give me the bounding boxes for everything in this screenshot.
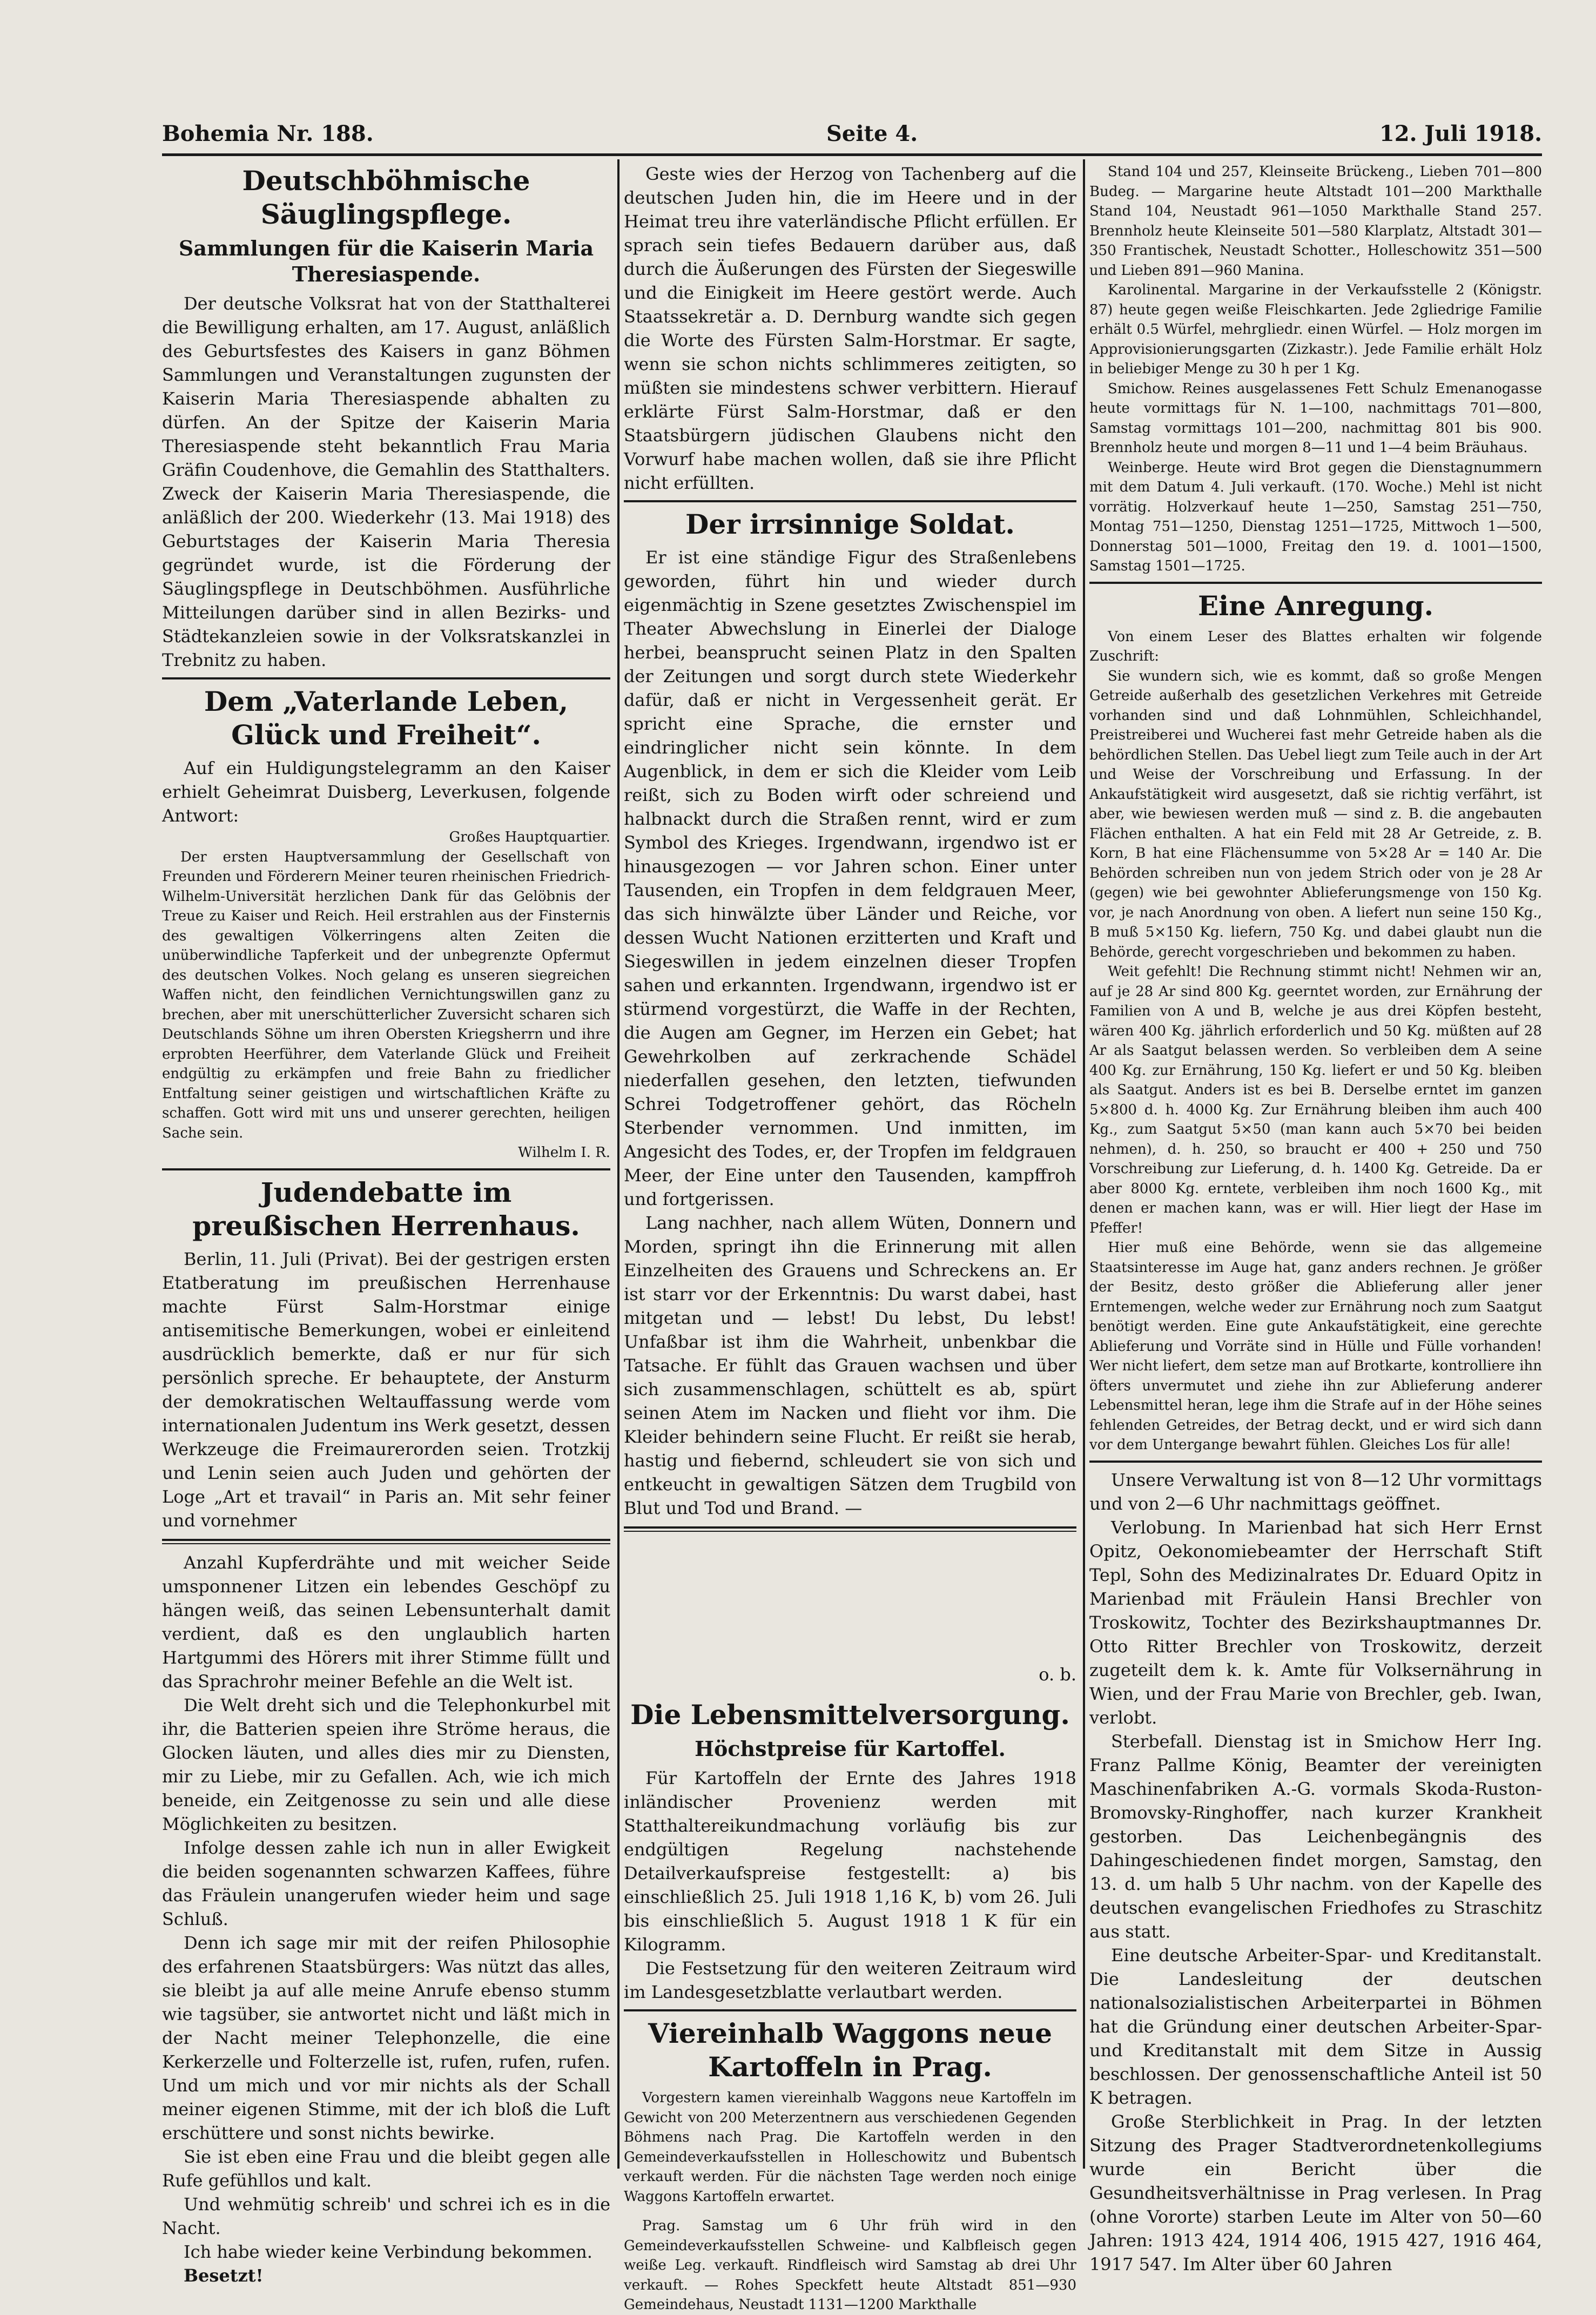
- article-body: Berlin, 11. Juli (Privat). Bei der gestrigen ersten Etatberatung im preußischen Herrenhause machte Fürst Salm-Horstmar einige antisemitische Bemerkungen, wobei er einleitend ausdrücklich bemerkte, daß er nur für sich persönlich spreche. Er behauptete, der Ansturm der demokratischen Weltauffassung werde vom internationalen Judentum ins Werk gesetzt, dessen Werkzeuge die Freimaurerorden seien. Trotzkij und Lenin seien auch Juden und gehörten der Loge „Art et travail“ in Paris an. Mit sehr feiner und vornehmer: [162, 1248, 610, 1531]
- article-title: Deutschböhmische Säuglingspflege.: [242, 165, 530, 230]
- feuilleton-paragraph: Infolge dessen zahle ich nun in aller Ewigkeit die beiden sogenannten schwarzen Kaffees, führe das Fräulein unangerufen wieder heim und sage Schluß.: [162, 1837, 610, 1929]
- article-rule: [624, 2009, 1076, 2011]
- local-news-item: Eine deutsche Arbeiter-Spar- und Kreditanstalt. Die Landesleitung der deutschen nationalsozialistischen Arbeiterpartei in Böhmen hat die Gründung einer deutschen Arbeiter-Spar- und Kreditanstalt mit dem Sitze in Aussig beschlossen. Der genossenschaftliche Anteil ist 50 K betragen.: [1089, 1944, 1542, 2108]
- article-title: Judendebatte im preußischen Herrenhaus.: [192, 1176, 580, 1242]
- article-rule: [162, 677, 610, 679]
- article-body: Für Kartoffeln der Ernte des Jahres 1918 inländischer Provenienz werden mit Statthaltereikundmachung vorläufig bis zur endgültigen Regelung nachstehende Detailverkaufspreise festgestellt: a) bis einschließlich 25. Juli 1918 1,16 K, b) vom 26. Juli bis einschließlich 5. August 1918 1 K für ein Kilogramm.: [624, 1768, 1076, 1955]
- column-divider: [617, 159, 619, 2169]
- author-initials: o. b.: [1039, 1664, 1076, 1685]
- article-title: Die Lebensmittelversorgung.: [630, 1699, 1070, 1731]
- feuilleton-paragraph: Anzahl Kupferdrähte und mit weicher Seide umsponnener Litzen ein lebendes Geschöpf zu hängen weiß, das seinen Lebensunterhalt damit verdient, daß es den unglaublich harten Hartgummi des Hörers mit ihrer Stimme füllt und das Sprachrohr meiner Befehle an die Welt ist.: [162, 1552, 610, 1692]
- article-rule: [624, 500, 1076, 502]
- feuilleton-paragraph: Die Welt dreht sich und die Telephonkurbel mit ihr, die Batterien speien ihre Ströme heraus, die Glocken läuten, und alles dies mir zu Diensten, mir zu Liebe, mir zu Gefallen. Ach, wie ich mich beneide, ein Zeitgenosse zu sein und alle diese Möglichkeiten zu besitzen.: [162, 1694, 610, 1834]
- letter-text: Der ersten Hauptversammlung der Gesellschaft von Freunden und Förderern Meiner teuren rheinischen Friedrich-Wilhelm-Universität herzlichen Dank für das Gelöbnis der Treue zu Kaiser und Reich. Heil erstrahlen aus der Finsternis des gewaltigen Völkerringens alten Zeiten die unüberwindliche Tapferkeit und der unbegrenzte Opfermut des deutschen Volkes. Noch gelang es unseren siegreichen Waffen nicht, den feindlichen Vernichtungswillen ganz zu brechen, aber mit unerschütterlicher Zuversicht scharen sich Deutschlands Söhne um ihren Obersten Kriegsherrn und ihre erprobten Heerführer, dem Vaterlande Glück und Freiheit endgültig zu erkämpfen und freie Bahn zu friedlicher Entfaltung seiner geistigen und wirtschaftlichen Kräfte zu schaffen. Gott wird mit uns und unserer gerechten, heiligen Sache sein.: [162, 849, 610, 1141]
- article-body: Der deutsche Volksrat hat von der Statthalterei die Bewilligung erhalten, am 17. August, anläßlich des Geburtsfestes des Kaisers in ganz Böhmen Sammlungen und Veranstaltungen zugunsten der Kaiserin Maria Theresiaspende abhalten zu dürfen. An der Spitze der Kaiserin Maria Theresiaspende steht bekanntlich Frau Maria Gräfin Coudenhove, die Gemahlin des Statthalters. Zweck der Kaiserin Maria Theresiaspende, die anläßlich der 200. Wiederkehr (13. Mai 1918) des Geburtstages der Kaiserin Maria Theresia gegründet wurde, ist die Förderung der Säuglingspflege in Deutschböhmen. Ausführliche Mitteilungen darüber sind in allen Bezirks- und Städtekanzleien sowie in der Volksratskanzlei in Trebnitz zu haben.: [162, 293, 610, 670]
- article-rule: [1089, 1461, 1542, 1463]
- article-subtitle: Höchstpreise für Kartoffel.: [695, 1737, 1006, 1761]
- story-paragraph: Er ist eine ständige Figur des Straßenlebens geworden, führt hin und wieder durch eigenmächtig in Szene gesetztes Zwischenspiel im Theater Abwechslung in Einerlei der Dialoge herbei, beansprucht seinen Platz in den Spalten der Zeitungen und sorgt durch stete Wiederkehr dafür, daß er nicht in Vergessenheit gerät. Er spricht eine Sprache, die ernster und eindringlicher nicht sein könnte. In dem Augenblick, in dem er sich die Kleider vom Leib reißt, sich zu Boden wirft oder schreiend und halbnackt durch die Straßen rennt, wird er zum Symbol des Krieges. Irgendwann, irgendwo ist er hinausgezogen — vor Jahren schon. Einer unter Tausenden, ein Tropfen in dem feldgrauen Meer, das sich hinwälzte über Länder und Reiche, vor dessen Wucht Nationen erzitterten und Kraft und Siegeswillen in jedem einzelnen dieser Tropfen sahen und erkannten. Irgendwann, irgendwo ist er stürmend vorgestürzt, die Waffe in der Rechten, die Augen am Gegner, im Herzen ein Gebet; hat Gewehrkolben auf zerkrachende Schädel niederfallen gesehen, den letzten, tiefwunden Schrei Todgetroffener gehört, das Röcheln Sterbender vernommen. Und inmitten, im Angesicht des Todes, er, der Tropfen im feldgrauen Meer, der Eine unter den Tausenden, kampffroh und fortgerissen.: [624, 547, 1076, 1209]
- article-subtitle: Sammlungen für die Kaiserin Maria Theresiaspende.: [178, 236, 594, 286]
- header-rule: [162, 153, 1542, 156]
- notice-paragraph: Smichow. Reines ausgelassenes Fett Schulz Emenanogasse heute vormittags für N. 1—100, nachmittags 701—800, Samstag vormittags 101—200, nachmittag 801 bis 900. Brennholz heute und morgen 8—11 und 1—4 beim Bräuhaus.: [1089, 380, 1542, 456]
- letter-signature: Wilhelm I. R.: [518, 1145, 610, 1161]
- letter-paragraph: Sie wundern sich, wie es kommt, daß so große Mengen Getreide außerhalb des gesetzlichen Verkehres mit Getreide vorhanden sind und daß Lohnmühlen, Schleichhandel, Preistreiberei und Wucherei fast mehr Getreide haben als die behördlichen Stellen. Das Uebel liegt zum Teile auch in der Art und Weise der Vorschreibung und Erfassung. In der Ankaufstätigkeit wird ausgesetzt, daß sie richtig verfährt, ist aber, wie bewiesen werden muß — sind z. B. die angebauten Flächen enthalten. A hat ein Feld mit 28 Ar Getreide, z. B. Korn, B hat eine Flächensumme von 5×28 Ar = 140 Ar. Die Behörden schreiben nun von jedem Strich oder von je 28 Ar (gegen) wie bei gewohnter Ablieferungsmenge von 150 Kg. vor, je nach Anordnung von oben. A liefert nun seine 150 Kg., B muß 5×150 Kg. liefern, 750 Kg. und dabei glaubt nun die Behörde, gerecht vorgeschrieben und bekommen zu haben.: [1089, 668, 1542, 960]
- column-2: [624, 162, 1076, 2313]
- local-news-item: Sterbefall. Dienstag ist in Smichow Herr Ing. Franz Pallme König, Beamter der vereinigten Maschinenfabriken A.-G. vormals Skoda-Ruston-Bromovsky-Ringhoffer, nach kurzer Krankheit gestorben. Das Leichenbegängnis des Dahingeschiedenen findet morgen, Samstag, den 13. d. um halb 5 Uhr nachm. von der Kapelle des deutschen evangelischen Friedhofes zu Straschitz aus statt.: [1089, 1731, 1542, 1942]
- local-news-item: Große Sterblichkeit in Prag. In der letzten Sitzung des Prager Stadtverordnetenkollegiums wurde ein Bericht über die Gesundheitsverhältnisse in Prag verlesen. In Prag (ohne Vororte) starben Leute im Alter von 50—60 Jahren: 1913 424, 1914 406, 1915 427, 1916 464, 1917 547. Im Alter über 60 Jahren: [1089, 2111, 1542, 2274]
- feuilleton-rule: [624, 1526, 1076, 1532]
- page-header: [162, 118, 1542, 150]
- article-title: Der irrsinnige Soldat.: [685, 508, 1015, 540]
- notice-paragraph: Weinberge. Heute wird Brot gegen die Dienstagnummern mit dem Datum 4. Juli verkauft. (170. Woche.) Mehl ist nicht vorrätig. Holzverkauf heute 1—250, Samstag 251—750, Montag 751—1250, Dienstag 1251—1725, Mittwoch 1—500, Donnerstag 501—1000, Freitag den 19. d. 1001—1500, Samstag 1501—1725.: [1089, 459, 1542, 574]
- letter-place: Großes Hauptquartier.: [449, 829, 610, 845]
- local-news-item: Unsere Verwaltung ist von 8—12 Uhr vormittags und von 2—6 Uhr nachmittags geöffnet.: [1089, 1469, 1542, 1514]
- story-paragraph: Lang nachher, nach allem Wüten, Donnern und Morden, springt ihn die Erinnerung mit allen Einzelheiten des Grauens und Schreckens an. Er ist starr vor der Erkenntnis: Du warst dabei, hast mitgetan und — lebst! Du lebst, Du lebst! Unfaßbar ist ihm die Wahrheit, unbenkbar die Tatsache. Er fühlt das Grauen wachsen und über sich zusammenschlagen, schüttelt es ab, spürt seinen Atem im Nacken und flieht vor ihm. Die Kleider behindern seine Flucht. Er reißt sie herab, hastig und fiebernd, schleudert sie von sich und entkeucht in gewaltigen Sätzen dem Trugbild von Blut und Tod und Brand. —: [624, 1213, 1076, 1518]
- masthead-issue: Bohemia Nr. 188.: [162, 121, 374, 146]
- notice-prag: Prag. Samstag um 6 Uhr früh wird in den Gemeindeverkaufsstellen Schweine- und Kalbfleisch gegen weiße Leg. verkauft. Rindfleisch wird Samstag ab drei Uhr verkauft. — Rohes Speckfett heute Altstadt 851—930 Gemeindehaus, Neustadt 1131—1200 Markthalle: [624, 2218, 1076, 2313]
- article-rule: [162, 1168, 610, 1170]
- feuilleton-rule: [162, 1539, 610, 1544]
- article-title: Eine Anregung.: [1197, 589, 1433, 622]
- issue-date: 12. Juli 1918.: [1379, 121, 1542, 146]
- column-1: [162, 162, 610, 2286]
- article-body: Geste wies der Herzog von Tachenberg auf die deutschen Juden hin, die im Heere und in der Heimat treu ihre vaterländische Pflicht erfüllen. Er sprach sein tiefes Bedauern darüber aus, daß durch die Äußerungen des Fürsten der Siegeswille und die Einigkeit im Heere gestört werde. Auch Staatssekretär a. D. Dernburg wandte sich gegen die Worte des Fürsten Salm-Horstmar. Er sagte, wenn sie schon nichts schlimmeres zeitigten, so müßten sie mindestens schwer verbittern. Hierauf erklärte Fürst Salm-Horstmar, daß er den Staatsbürgern jüdischen Glaubens nicht den Vorwurf habe machen wollen, daß sie ihre Pflicht nicht erfüllten.: [624, 164, 1076, 493]
- notice-paragraph: Karolinental. Margarine in der Verkaufsstelle 2 (Königstr. 87) heute gegen weiße Fleischkarten. Jede 2gliedrige Familie erhält 0.5 Würfel, mehrgliedr. einen Würfel. — Holz morgen im Approvisionierungsgarten (Zizkastr.). Jede Familie erhält Holz in beliebiger Menge zu 30 h per 1 Kg.: [1089, 282, 1542, 377]
- article-body: Vorgestern kamen viereinhalb Waggons neue Kartoffeln im Gewicht von 200 Meterzentnern aus verschiedenen Gegenden Böhmens nach Prag. Die Kartoffeln werden in den Gemeindeverkaufsstellen in Holleschowitz und Bubentsch verkauft werden. Für die nächsten Tage werden noch einige Waggons Kartoffeln erwartet.: [624, 2090, 1076, 2205]
- column-3: [1089, 162, 1542, 2274]
- feuilleton-paragraph: Ich habe wieder keine Verbindung bekommen.: [184, 2241, 592, 2262]
- feuilleton-paragraph: Sie ist eben eine Frau und die bleibt gegen alle Rufe gefühllos und kalt.: [162, 2146, 610, 2191]
- page-number: Seite 4.: [826, 121, 918, 146]
- article-title: Viereinhalb Waggons neue Kartoffeln in Prag.: [648, 2017, 1053, 2083]
- article-title: Dem „Vaterlande Leben, Glück und Freiheit“.: [204, 685, 569, 751]
- notice-paragraph: Stand 104 und 257, Kleinseite Brückeng., Lieben 701—800 Budeg. — Margarine heute Altstadt 101—200 Markthalle Stand 104, Neustadt 961—1050 Markthalle Stand 257. Brennholz heute Kleinseite 501—580 Klarplatz, Altstadt 301—350 Frantischek, Neustadt Schotter., Holleschowitz 351—500 und Lieben 891—960 Manina.: [1089, 164, 1542, 279]
- feuilleton-closing: Besetzt!: [184, 2265, 264, 2286]
- letter-paragraph: Weit gefehlt! Die Rechnung stimmt nicht! Nehmen wir an, auf je 28 Ar sind 800 Kg. geerntet worden, zur Ernährung der Familien von A und B, welche je aus drei Köpfen besteht, wären 400 Kg. jährlich erforderlich und 50 Kg. müßten auf 28 Ar als Saatgut belassen werden. So verbleiben dem A seine 400 Kg. zur Ernährung, 150 Kg. liefert er und 50 Kg. bleiben als Saatgut. Anders ist es bei B. Derselbe erntet im ganzen 5×800 d. h. 4000 Kg. Zur Ernährung bleiben ihm auch 400 Kg., zum Saatgut 5×50 (man kann auch 5×70 bei beiden nehmen), d. h. 250, so braucht er 400 + 250 und 750 Vorschreibung zur Lieferung, d. h. 1400 Kg. Getreide. Da er aber 8000 Kg. erntete, verbleiben ihm noch 1600 Kg., mit denen er machen kann, was er will. Hier liegt der Hase im Pfeffer!: [1089, 964, 1542, 1236]
- article-body: Auf ein Huldigungstelegramm an den Kaiser erhielt Geheimrat Duisberg, Leverkusen, folgende Antwort:: [162, 758, 610, 826]
- blank-space: [624, 1538, 1076, 1663]
- article-rule: [1089, 582, 1542, 584]
- column-divider: [1083, 159, 1085, 2169]
- feuilleton-paragraph: Denn ich sage mir mit der reifen Philosophie des erfahrenen Staatsbürgers: Was nützt das alles, sie bleibt ja auf alle meine Anrufe ebenso stumm wie tagsüber, sie antwortet nicht und läßt mich in der Nacht meiner Telephonzelle, die eine Kerkerzelle und Folterzelle ist, rufen, rufen, rufen. Und um mich und vor mir nichts als der Schall meiner eigenen Stimme, mit der ich bloß die Luft erschüttere und sonst nichts bewirke.: [162, 1932, 610, 2143]
- letter-paragraph: Hier muß eine Behörde, wenn sie das allgemeine Staatsinteresse im Auge hat, ganz anders rechnen. Je größer der Besitz, desto größer die Ablieferung aller jener Erntemengen, welche weder zur Ernährung noch zum Saatgut benötigt werden. Eine gute Ankaufstätigkeit, eine gerechte Ablieferung und Vorräte sind in Hülle und Fülle vorhanden! Wer nicht liefert, dem setze man auf Brotkarte, kontrolliere ihn öfters unvermutet und ziehe ihn zur Ablieferung anderer Lebensmittel heran, lege ihm die Strafe auf in der Höhe seines fehlenden Getreides, der Betrag deckt, und er wird sich dann vor dem Untergange bewahrt fühlen. Gleiches Los für alle!: [1089, 1240, 1542, 1453]
- feuilleton-paragraph: Und wehmütig schreib' und schrei ich es in die Nacht.: [162, 2193, 610, 2238]
- article-intro: Von einem Leser des Blattes erhalten wir folgende Zuschrift:: [1089, 628, 1542, 664]
- article-body: Die Festsetzung für den weiteren Zeitraum wird im Landesgesetzblatte verlautbart werden.: [624, 1958, 1076, 2002]
- local-news-item: Verlobung. In Marienbad hat sich Herr Ernst Opitz, Oekonomiebeamter der Herrschaft Stift Tepl, Sohn des Medizinalrates Dr. Eduard Opitz in Marienbad mit Fräulein Hansi Brechler von Troskowitz, Tochter des Bezirkshauptmannes Dr. Otto Ritter Brechler von Troskowitz, derzeit zugeteilt dem k. k. Amte für Volksernährung in Wien, und der Frau Marie von Brechler, geb. Iwan, verlobt.: [1089, 1517, 1542, 1728]
